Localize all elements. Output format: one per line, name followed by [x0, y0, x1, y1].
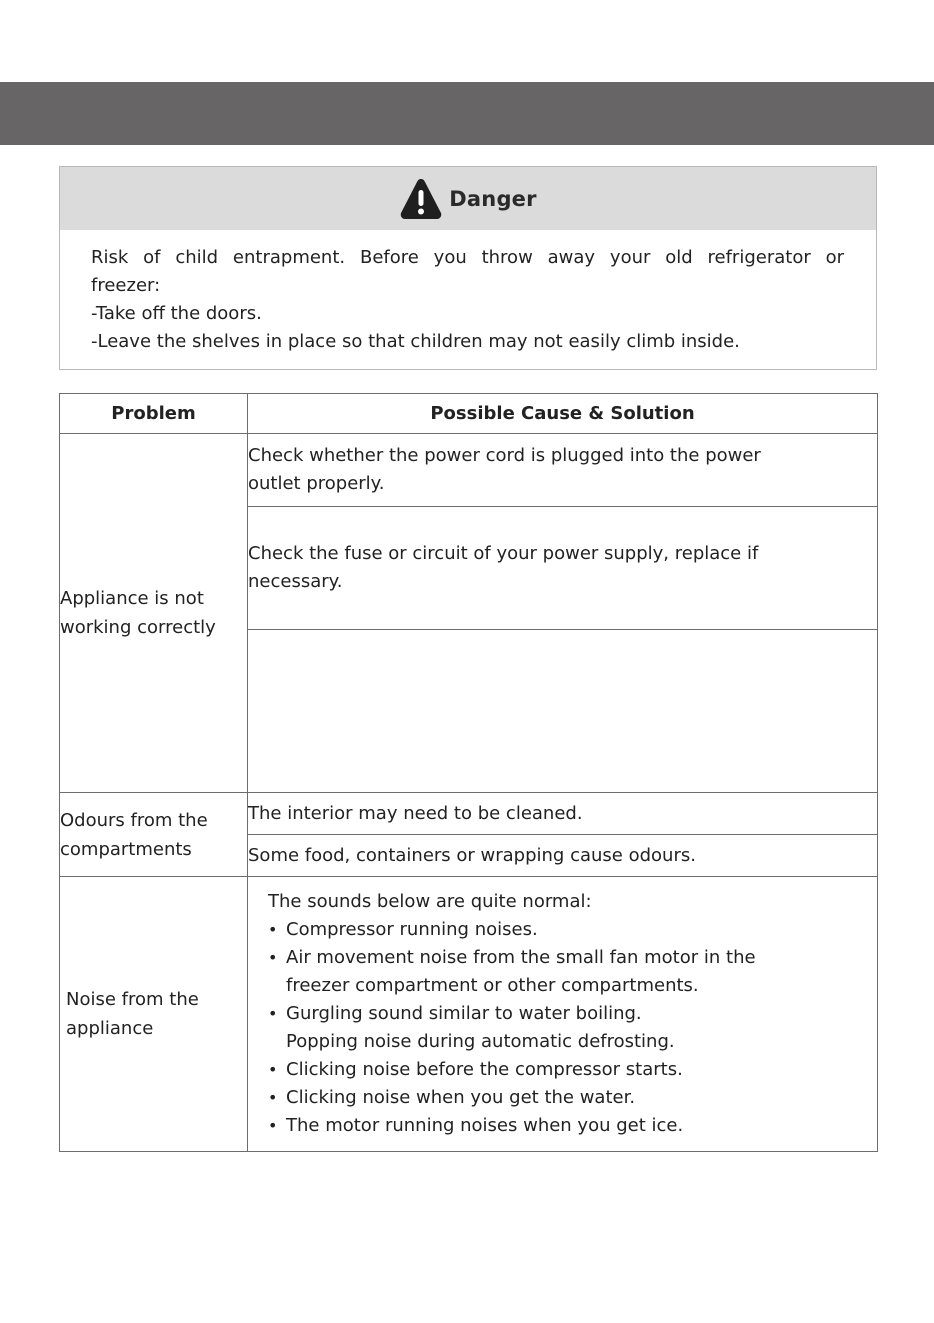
solution-line: Some food, containers or wrapping cause odours.	[248, 844, 696, 866]
problem-line: appliance	[66, 1018, 154, 1039]
warning-triangle-icon	[399, 177, 443, 221]
problem-cell	[60, 793, 248, 877]
list-item-line: Air movement noise from the small fan motor in the	[286, 947, 756, 968]
danger-line: -Take off the doors.	[91, 303, 262, 324]
bullet-icon: •	[268, 1004, 278, 1023]
danger-line: -Leave the shelves in place so that children may not easily climb inside.	[91, 331, 740, 352]
list-item	[268, 1084, 877, 1112]
bullet-icon: •	[268, 948, 278, 967]
danger-notice	[59, 166, 877, 370]
list-item-line: freezer compartment or other compartments.	[286, 975, 699, 996]
list-item	[268, 1000, 877, 1056]
solution-cell	[248, 793, 878, 835]
solution-cell-empty	[248, 630, 878, 793]
danger-line: Risk of child entrapment. Before you throw away your old refrigerator or	[91, 247, 844, 268]
bullet-icon: •	[268, 920, 278, 939]
danger-title: Danger	[449, 186, 537, 211]
bullet-icon: •	[268, 1116, 278, 1135]
problem-line: Appliance is not	[60, 588, 204, 609]
table-header-row	[60, 394, 878, 434]
solution-line: Check the fuse or circuit of your power supply, replace if	[248, 543, 759, 564]
solution-cell	[248, 507, 878, 630]
header-problem: Problem	[60, 394, 248, 434]
list-item	[268, 1112, 877, 1140]
troubleshooting-table	[59, 393, 878, 1152]
solution-line: outlet properly.	[248, 473, 385, 494]
table-row	[60, 793, 878, 835]
problem-line: working correctly	[60, 617, 216, 638]
list-item	[268, 944, 877, 1000]
problem-cell	[60, 877, 248, 1152]
bullet-icon: •	[268, 1060, 278, 1079]
problem-cell	[60, 434, 248, 793]
problem-line: Noise from the	[66, 989, 199, 1010]
header-band	[0, 82, 934, 145]
list-item-line: Clicking noise when you get the water.	[286, 1087, 636, 1108]
solution-cell	[248, 835, 878, 877]
table-row	[60, 434, 878, 507]
list-item	[268, 916, 877, 944]
danger-header	[60, 167, 876, 230]
problem-line: compartments	[60, 838, 192, 860]
solution-line: necessary.	[248, 571, 343, 592]
list-item-line: Gurgling sound similar to water boiling.	[286, 1003, 642, 1024]
problem-line: Odours from the	[60, 809, 208, 831]
list-item-line: The motor running noises when you get ice.	[286, 1115, 684, 1136]
table-row	[60, 877, 878, 1152]
sound-list	[268, 916, 877, 1140]
danger-line: freezer:	[91, 275, 161, 296]
danger-text	[60, 230, 876, 356]
solution-cell	[248, 434, 878, 507]
solution-cell	[248, 877, 878, 1152]
list-item-line: Compressor running noises.	[286, 919, 538, 940]
solution-line: Check whether the power cord is plugged into the power	[248, 445, 761, 466]
list-item-line: Clicking noise before the compressor starts.	[286, 1059, 683, 1080]
solution-intro: The sounds below are quite normal:	[268, 891, 592, 912]
list-item-line: Popping noise during automatic defrosting.	[286, 1031, 675, 1052]
bullet-icon: •	[268, 1088, 278, 1107]
list-item	[268, 1056, 877, 1084]
header-solution: Possible Cause & Solution	[248, 394, 878, 434]
solution-line: The interior may need to be cleaned.	[248, 802, 583, 824]
